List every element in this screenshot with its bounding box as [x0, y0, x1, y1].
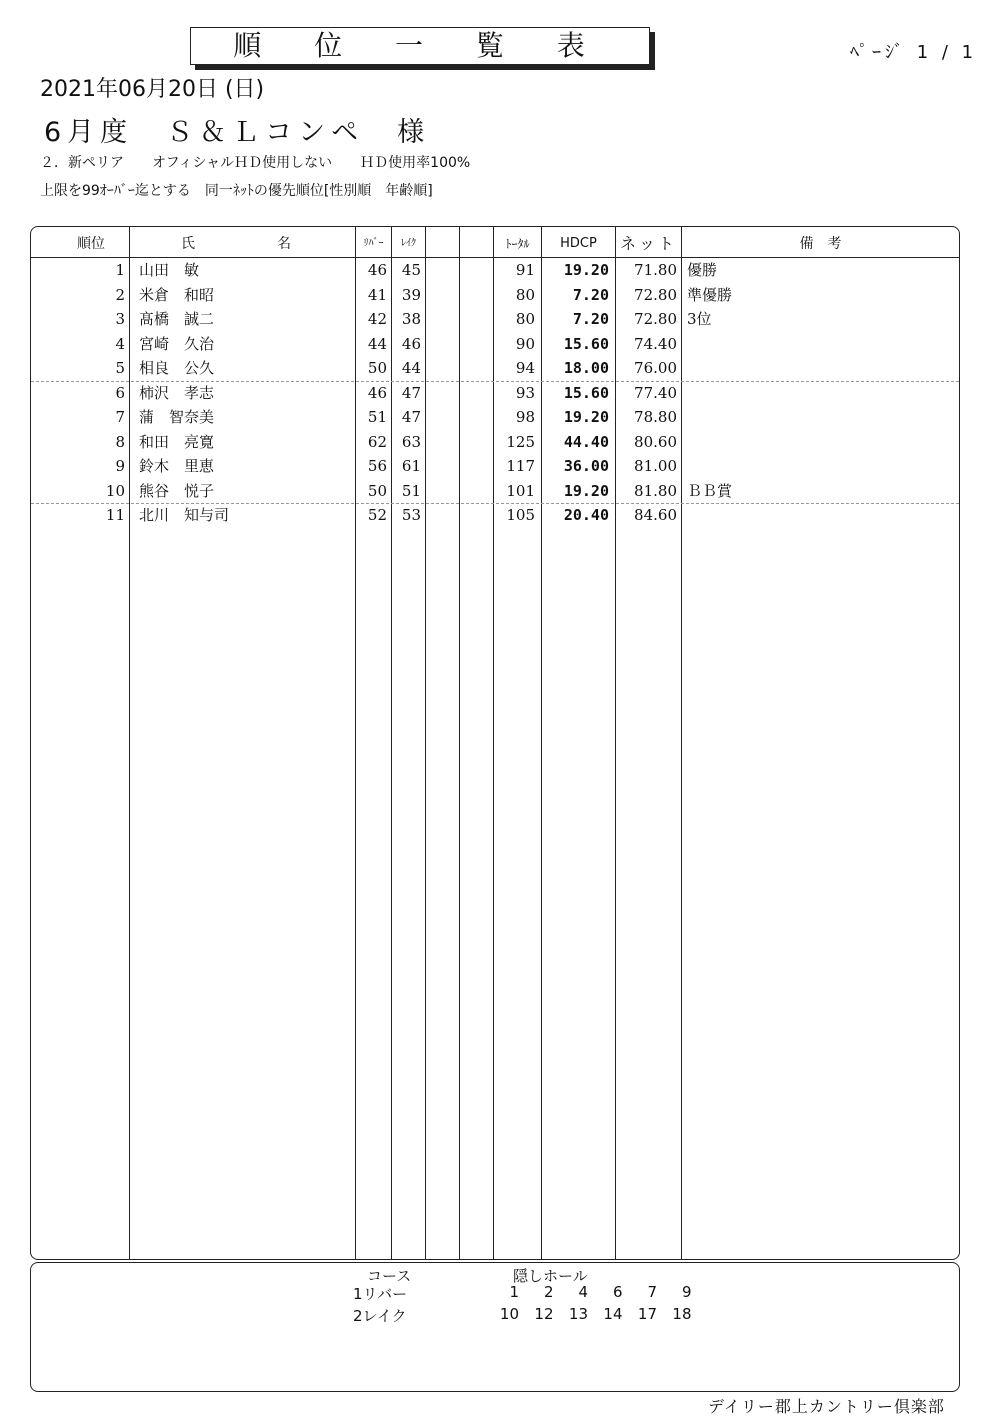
cell-net: 81.00	[634, 457, 677, 475]
cell-hdcp: 19.20	[563, 261, 609, 279]
hidden-hole-number: 14	[603, 1305, 623, 1323]
cell-remark	[687, 356, 887, 380]
cell-total: 80	[515, 285, 535, 304]
hidden-hole-number: 2	[543, 1283, 554, 1301]
cell-remark: 優勝	[687, 261, 718, 279]
cell-river: 46	[367, 383, 387, 402]
cell-name: 和田 亮寛	[139, 432, 215, 451]
table-row	[31, 283, 959, 307]
cell-net: 78.80	[634, 408, 677, 426]
hidden-hole-number: 12	[534, 1305, 554, 1323]
table-row	[31, 405, 959, 429]
cell-river: 50	[367, 359, 387, 377]
cell-remark	[687, 503, 887, 527]
scoring-condition: ２．新ペリア オフィシャルＨＤ使用しない ＨＤ使用率100%	[40, 155, 471, 171]
cell-river: 62	[367, 432, 387, 451]
cell-net: 71.80	[634, 261, 677, 279]
cell-river: 41	[367, 285, 387, 304]
cell-hdcp: 19.20	[563, 481, 609, 500]
cell-remark	[687, 430, 887, 454]
hidden-hole-number: 13	[568, 1305, 588, 1323]
hidden-hole-number: 10	[499, 1305, 519, 1323]
hidden-hole-number: 4	[578, 1283, 588, 1301]
cell-lake: 53	[401, 506, 421, 524]
cell-total: 125	[506, 432, 535, 451]
cell-total: 94	[515, 359, 535, 377]
cell-rank: 1	[115, 261, 125, 279]
cell-remark	[687, 454, 887, 478]
cell-net: 72.80	[634, 310, 677, 328]
cell-remark	[687, 381, 887, 405]
hidden-hole-number: 17	[637, 1305, 657, 1323]
cell-river: 46	[367, 261, 387, 279]
cell-lake: 61	[401, 457, 421, 475]
table-row	[31, 479, 959, 503]
cell-rank: 9	[115, 457, 125, 475]
cell-name: 柿沢 孝志	[139, 383, 215, 402]
cell-hdcp: 7.20	[572, 310, 609, 328]
hidden-hole-number: 18	[672, 1305, 692, 1323]
col-rank-header: 順位	[77, 236, 105, 252]
course-label: コース	[367, 1267, 412, 1285]
cell-net: 77.40	[634, 383, 677, 402]
cell-hdcp: 36.00	[563, 457, 609, 475]
cell-lake: 51	[401, 481, 421, 500]
cell-name: 米倉 和昭	[139, 285, 215, 304]
cell-lake: 45	[401, 261, 421, 279]
cell-name: 宮崎 久治	[139, 334, 215, 353]
cell-remark	[687, 332, 887, 356]
cell-hdcp: 19.20	[563, 408, 609, 426]
cell-total: 80	[515, 310, 535, 328]
col-net-header: ネット	[619, 234, 677, 253]
cell-rank: 8	[115, 432, 125, 451]
cell-name: 鈴木 里恵	[139, 457, 215, 475]
cell-river: 52	[367, 506, 387, 524]
cell-name: 山田 敏	[139, 261, 200, 279]
course-info-box	[30, 1262, 960, 1392]
cell-total: 117	[506, 457, 535, 475]
cell-lake: 46	[401, 334, 421, 353]
cell-total: 101	[506, 481, 535, 500]
cell-net: 81.80	[634, 481, 677, 500]
cell-rank: 2	[115, 285, 125, 304]
col-blank2-header	[460, 227, 493, 257]
col-remarks-header: 備 考	[799, 236, 842, 252]
cell-rank: 6	[115, 383, 125, 402]
cell-lake: 63	[401, 432, 421, 451]
page-number: ﾍﾟｰｼﾞ 1 / 1	[850, 42, 978, 63]
cell-lake: 47	[401, 408, 421, 426]
cell-net: 80.60	[634, 432, 677, 451]
cell-river: 51	[367, 408, 387, 426]
cell-remark	[687, 405, 887, 429]
table-row	[31, 332, 959, 356]
hidden-hole-number: 1	[509, 1283, 519, 1301]
cell-net: 72.80	[634, 285, 677, 304]
cell-river: 44	[367, 334, 387, 353]
cell-net: 74.40	[634, 334, 677, 353]
table-row	[31, 258, 959, 282]
cell-lake: 44	[401, 359, 421, 377]
table-row	[31, 307, 959, 331]
col-river-header: ﾘﾊﾞｰ	[363, 238, 384, 249]
col-total-header: ﾄｰﾀﾙ	[505, 237, 530, 251]
cell-net: 84.60	[634, 506, 677, 524]
cell-hdcp: 15.60	[563, 334, 609, 353]
course2-name: 2レイク	[353, 1307, 407, 1325]
cell-net: 76.00	[634, 359, 677, 377]
cell-total: 93	[515, 383, 535, 402]
table-row	[31, 454, 959, 478]
cell-rank: 3	[115, 310, 125, 328]
cell-rank: 7	[115, 408, 125, 426]
cell-hdcp: 18.00	[563, 359, 609, 377]
cell-rank: 5	[115, 359, 125, 377]
cell-name: 熊谷 悦子	[139, 481, 215, 500]
cell-river: 56	[367, 457, 387, 475]
cell-remark: 準優勝	[687, 285, 733, 304]
cell-name: 蒲 智奈美	[139, 408, 215, 426]
cell-total: 105	[506, 506, 535, 524]
table-row	[31, 430, 959, 454]
cell-hdcp: 7.20	[572, 285, 609, 304]
cell-rank: 11	[105, 506, 125, 524]
table-row	[31, 503, 959, 527]
hidden-hole-number: 9	[681, 1283, 692, 1301]
col-name-header: 氏 名	[181, 236, 301, 252]
cell-rank: 10	[105, 481, 125, 500]
table-row	[31, 381, 959, 405]
tiebreak-condition: 上限を99ｵｰﾊﾞｰ迄とする 同一ﾈｯﾄの優先順位[性別順 年齢順]	[40, 183, 433, 199]
cell-total: 98	[515, 408, 535, 426]
hidden-hole-number: 7	[647, 1283, 657, 1301]
col-lake-header: ﾚｲｸ	[401, 238, 416, 249]
cell-remark: 3位	[687, 310, 712, 328]
results-table	[30, 226, 960, 1260]
hidden-holes-label: 隠しホール	[513, 1267, 588, 1285]
cell-lake: 39	[401, 285, 421, 304]
cell-river: 42	[367, 310, 387, 328]
club-name: デイリー郡上カントリー倶楽部	[708, 1397, 945, 1416]
cell-name: 北川 知与司	[139, 506, 230, 524]
col-hdcp-header: HDCP	[560, 236, 597, 251]
cell-hdcp: 15.60	[563, 383, 609, 402]
course1-name: 1リバー	[353, 1285, 408, 1303]
cell-hdcp: 44.40	[563, 432, 609, 451]
event-date: 2021年06月20日 (日)	[40, 77, 265, 102]
table-row	[31, 356, 959, 380]
cell-remark: ＢＢ賞	[687, 481, 733, 500]
cell-lake: 47	[401, 383, 421, 402]
cell-name: 髙橋 誠二	[139, 310, 215, 328]
event-name: 6月度 Ｓ＆Ｌコンペ 様	[44, 117, 431, 148]
cell-lake: 38	[401, 310, 421, 328]
cell-hdcp: 20.40	[563, 506, 609, 524]
cell-total: 90	[515, 334, 535, 353]
hidden-hole-number: 6	[612, 1283, 623, 1301]
cell-rank: 4	[115, 334, 125, 353]
cell-name: 相良 公久	[139, 359, 215, 377]
document-title: 順 位 一 覧 表	[190, 27, 650, 65]
col-blank1-header	[426, 227, 459, 257]
cell-total: 91	[515, 261, 535, 279]
cell-river: 50	[367, 481, 387, 500]
